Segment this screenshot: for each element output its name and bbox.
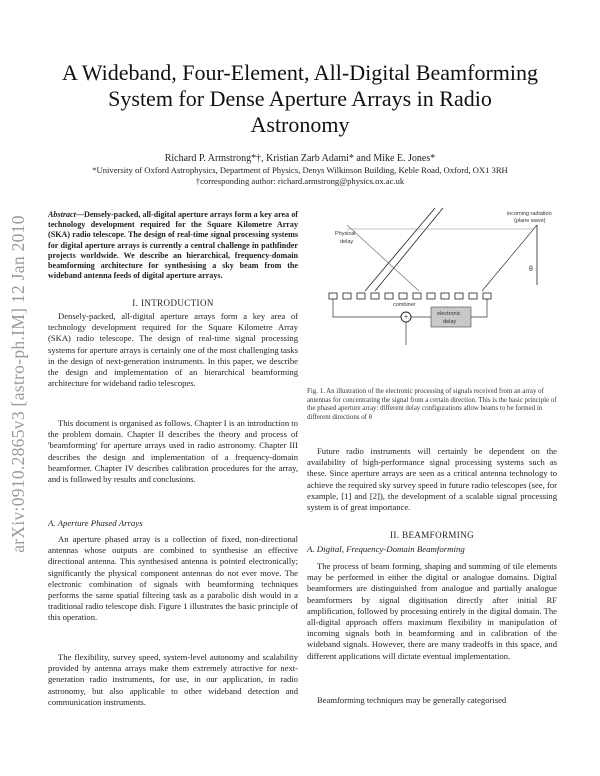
- aperture-arrays-paragraph-2: The flexibility, survey speed, system-level autonomy and scalability provided by antenna arrays make them extremely attractive for next-generation radio instruments, for use, in our application, in radio astronomy, but also applicable to other wideband detection and communication instruments.: [48, 652, 298, 707]
- incoming-ray: [482, 225, 537, 291]
- theta-label: θ: [529, 266, 533, 273]
- intro-paragraph-1: Densely-packed, all-digital aperture arrays form a key area of technology development required for the Square Kilometre Array (SKA) radio telescope. The design of real-time signal processing systems for aperture arrays is certainly one of the most challenging tasks in the design of next-generation instruments. In this paper, we describe the design and implementation of an hierarchical beamforming architecture for wideband radio telescopes.: [48, 311, 298, 389]
- figure-1-diagram: [307, 205, 557, 355]
- incoming-radiation-label-line-1: incoming radiation: [507, 211, 552, 217]
- incoming-radiation-label-line-2: (plane wave): [514, 218, 546, 224]
- physical-delay-label-line-2: delay: [340, 239, 354, 245]
- abstract-text: —Densely-packed, all-digital aperture arrays form a key area of technology development required for the Square Kilometre Array (SKA) radio telescope. The design of real-time signal processing systems for digital aperture arrays is currently a central challenge in pathfinder projects worldwide. We describe an hierarchical, frequency-domain beamforming architecture for synthesising a sky beam from the wideband antenna feeds of digital aperture arrays.: [48, 210, 298, 281]
- affiliation: *University of Oxford Astrophysics, Department of Physics, Denys Wilkinson Building, Keble Road, Oxford, OX1 3RH: [92, 165, 508, 175]
- beamforming-paragraph-2: Beamforming techniques may be generally categorised: [317, 695, 507, 705]
- electronic-delay-label-line-2: delay: [443, 319, 457, 325]
- wavefront-line-2: [375, 208, 443, 291]
- section-heading-beamforming: II. BEAMFORMING: [389, 530, 474, 540]
- combiner-plus-sign: +: [404, 314, 409, 321]
- aperture-arrays-paragraph-1: An aperture phased array is a collection of fixed, non-directional antennas whose outputs are combined to synthesise an effective directional antenna. This synthesised antenna is pointed electronically; significantly the physical component antennas do not ever move. The electronic combination of signals with beamforming techniques performs the same spatial filtering task as a parabolic dish would in a traditional radio telescope dish. Figure 1 illustrates the basic principle of this operation.: [48, 534, 298, 623]
- electronic-delay-label-line-1: electronic: [437, 311, 461, 317]
- physical-delay-label-line-1: Physical: [335, 231, 356, 237]
- abstract-lead: Abstract: [48, 210, 76, 219]
- intro-paragraph-2: This document is organised as follows. Chapter I is an introduction to the problem domain. Chapter II describes the theory and process of 'beamforming' for aperture arrays used in radio astronomy. Chapter III describes the design and implementation of a frequency-domain beamformer. Chapter IV describes calibration procedures for the array, and is followed by results and conclusions.: [48, 418, 298, 485]
- author-names: Richard P. Armstrong*†, Kristian Zarb Adami* and Mike E. Jones*: [164, 153, 436, 164]
- paper-title: A Wideband, Four-Element, All-Digital Beamforming System for Dense Aperture Arrays in Radio Astronomy: [61, 60, 539, 137]
- antenna-array: [329, 293, 491, 299]
- abstract: [48, 210, 298, 281]
- beamforming-paragraph-1: The process of beam forming, shaping and summing of tile elements may be performed in either the digital or analogue domains. Digital beamformers are distinguished from analogue and partially analogue beamformers by signal digitisation directly after initial RF amplification, followed by processing entirely in the digital domain. The all-digital approach offers maximum flexibility in manipulation of incoming signals both in beamforming and in calibration of the wideband signals. However, there are many tradeoffs in this space, and different applications will dictate eventual implementation.: [307, 561, 557, 661]
- author-block: [40, 152, 560, 187]
- arxiv-identifier: arXiv:0910.2865v3 [astro-ph.IM] 12 Jan 2010: [8, 215, 28, 553]
- subsection-heading-digital-frequency-domain-beamforming: A. Digital, Frequency-Domain Beamforming: [307, 544, 465, 554]
- combiner-label: combiner: [393, 302, 416, 308]
- wavefront-line-1: [365, 208, 435, 291]
- corresponding-author: †corresponding author: richard.armstrong@physics.ox.ac.uk: [195, 176, 405, 186]
- subsection-heading-aperture-phased-arrays: A. Aperture Phased Arrays: [48, 518, 143, 528]
- future-instruments-paragraph: Future radio instruments will certainly be dependent on the availability of high-performance signal processing systems such as these. Since aperture arrays are seen as a critical antenna technology to achieve the required sky survey speed in future radio telescopes (see, for example, [1] and [2]), the development of a scalable signal processing system is of great importance.: [307, 446, 557, 513]
- signal-path-left: [333, 299, 401, 317]
- section-heading-introduction: I. INTRODUCTION: [132, 298, 214, 308]
- figure-1-caption: Fig. 1. An illustration of the electronic processing of signals received from an array of antennas for concentrating the signal from a certain direction. This is the basic principle of the phased aperture array: different delay configurations allow beams to be formed in different directions of θ: [307, 388, 557, 421]
